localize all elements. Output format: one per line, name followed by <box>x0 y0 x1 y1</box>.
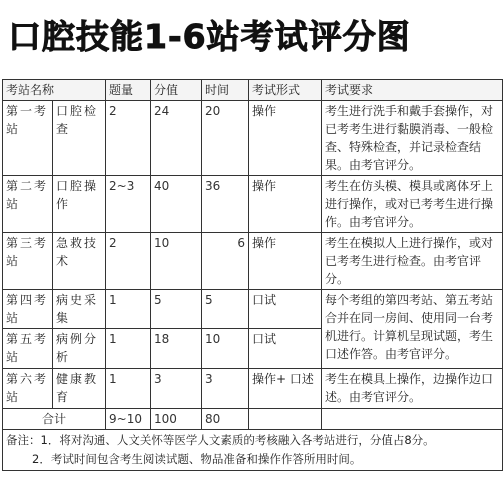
format-cell: 口试 <box>249 290 322 329</box>
total-count: 9~10 <box>106 409 151 430</box>
time-cell: 10 <box>202 329 249 369</box>
count-cell: 1 <box>106 369 151 409</box>
table-header-row <box>3 80 503 101</box>
requirement-cell: 考生在模拟人上进行操作，或对已考考生进行检查。由考官评分。 <box>322 233 503 290</box>
station-name: 病例分析 <box>53 329 106 369</box>
count-cell: 1 <box>106 329 151 369</box>
table-row <box>3 101 503 176</box>
time-cell: 5 <box>202 290 249 329</box>
score-cell: 18 <box>151 329 202 369</box>
requirement-cell: 每个考组的第四考站、第五考站合并在同一房间、使用同一台考机进行。计算机呈现试题，考生口述作答。由考官评分。 <box>322 290 503 369</box>
format-cell: 操作 <box>249 176 322 233</box>
table-row <box>3 290 503 329</box>
score-cell: 5 <box>151 290 202 329</box>
station-no: 第五考站 <box>3 329 53 369</box>
requirement-cell: 考生进行洗手和戴手套操作，对已考考生进行黏膜消毒、一般检查、特殊检查，并记录检查结果。由考官评分。 <box>322 101 503 176</box>
table-row <box>3 176 503 233</box>
station-name: 口腔操作 <box>53 176 106 233</box>
total-label: 合计 <box>3 409 106 430</box>
count-cell: 2~3 <box>106 176 151 233</box>
header-station: 考站名称 <box>3 80 106 101</box>
station-no: 第二考站 <box>3 176 53 233</box>
page-title: 口腔技能1-6站考试评分图 <box>8 17 411 56</box>
table-row <box>3 369 503 409</box>
station-no: 第三考站 <box>3 233 53 290</box>
total-requirement-empty <box>322 409 503 430</box>
score-cell: 3 <box>151 369 202 409</box>
station-name: 健康教育 <box>53 369 106 409</box>
format-cell: 操作 <box>249 101 322 176</box>
score-cell: 24 <box>151 101 202 176</box>
header-count: 题量 <box>106 80 151 101</box>
station-no: 第六考站 <box>3 369 53 409</box>
format-cell: 操作 <box>249 233 322 290</box>
time-cell: 3 <box>202 369 249 409</box>
requirement-cell: 考生在模具上操作，边操作边口述。由考官评分。 <box>322 369 503 409</box>
table-row <box>3 233 503 290</box>
station-no: 第一考站 <box>3 101 53 176</box>
total-score: 100 <box>151 409 202 430</box>
total-time: 80 <box>202 409 249 430</box>
station-no: 第四考站 <box>3 290 53 329</box>
header-time: 时间 <box>202 80 249 101</box>
station-name: 急救技术 <box>53 233 106 290</box>
requirement-cell: 考生在仿头模、模具或离体牙上进行操作，或对已考考生进行操作。由考官评分。 <box>322 176 503 233</box>
score-cell: 40 <box>151 176 202 233</box>
score-cell: 10 <box>151 233 202 290</box>
format-cell: 操作+ 口述 <box>249 369 322 409</box>
count-cell: 1 <box>106 290 151 329</box>
header-requirement: 考试要求 <box>322 80 503 101</box>
count-cell: 2 <box>106 101 151 176</box>
note-line-2: 2．考试时间包含考生阅读试题、物品准备和操作作答所用时间。 <box>32 452 362 466</box>
time-cell: 6 <box>202 233 249 290</box>
notes-cell <box>3 430 503 471</box>
notes-row <box>3 430 503 471</box>
format-cell: 口试 <box>249 329 322 369</box>
total-format-empty <box>249 409 322 430</box>
total-row <box>3 409 503 430</box>
time-cell: 36 <box>202 176 249 233</box>
score-table <box>2 79 503 471</box>
station-name: 口腔检查 <box>53 101 106 176</box>
header-score: 分值 <box>151 80 202 101</box>
count-cell: 2 <box>106 233 151 290</box>
time-cell: 20 <box>202 101 249 176</box>
station-name: 病史采集 <box>53 290 106 329</box>
note-line-1: 备注：1．将对沟通、人文关怀等医学人文素质的考核融入各考站进行，分值占8分。 <box>6 433 435 447</box>
header-format: 考试形式 <box>249 80 322 101</box>
